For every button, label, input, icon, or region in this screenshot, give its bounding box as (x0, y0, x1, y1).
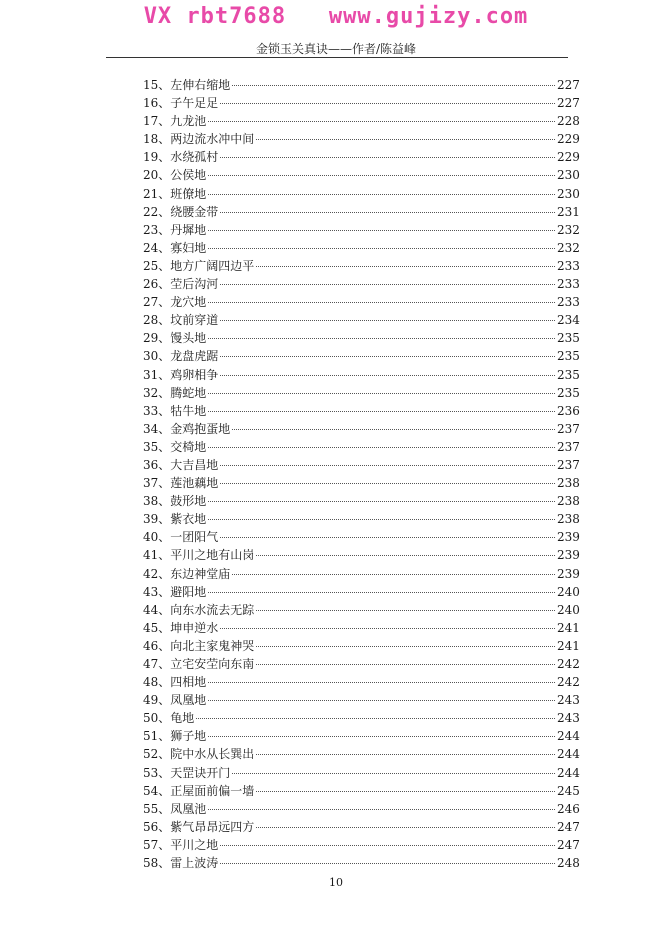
toc-entry-title: 公侯地 (170, 168, 207, 183)
toc-entry-title: 正屋面前偏一墙 (170, 783, 255, 798)
toc-entry-number: 29、 (143, 331, 171, 346)
toc-entry[interactable] (143, 94, 580, 112)
toc-entry-page: 241 (557, 620, 580, 635)
toc-entry-page: 233 (557, 258, 580, 273)
toc-entry-page: 239 (557, 566, 580, 581)
toc-entry-number: 37、 (143, 476, 171, 491)
toc-entry-page: 231 (557, 204, 580, 219)
toc-entry[interactable] (143, 402, 580, 420)
toc-dot-leader (220, 845, 555, 846)
toc-entry-title: 绕腰金带 (170, 204, 219, 219)
toc-entry-page: 237 (557, 421, 580, 436)
toc-entry-number: 15、 (143, 78, 171, 92)
toc-entry-page: 232 (557, 240, 580, 255)
toc-entry[interactable] (143, 166, 580, 184)
running-header: 金锁玉关真诀——作者/陈益峰 (255, 42, 417, 56)
toc-entry-title: 莲池藕地 (170, 476, 219, 491)
toc-dot-leader (256, 827, 555, 828)
toc-entry-title: 立宅安茔向东南 (170, 657, 255, 671)
toc-entry[interactable] (143, 745, 580, 763)
watermark-text: VX rbt7688 www.gujizy.com (143, 4, 529, 29)
toc-entry-page: 244 (557, 765, 580, 780)
toc-entry-page: 239 (557, 548, 580, 563)
toc-dot-leader (232, 429, 555, 430)
toc-dot-leader (220, 375, 555, 376)
toc-entry[interactable] (143, 239, 580, 257)
toc-entry-title: 避阳地 (170, 584, 207, 599)
toc-dot-leader (256, 791, 555, 792)
toc-entry-page: 247 (557, 819, 580, 834)
toc-entry-page: 247 (557, 837, 580, 852)
toc-entry-number: 32、 (143, 385, 171, 400)
toc-entry[interactable] (143, 601, 580, 619)
toc-dot-leader (220, 157, 555, 158)
toc-entry[interactable] (143, 456, 580, 474)
toc-entry-page: 248 (557, 856, 580, 871)
toc-entry-title: 紫衣地 (170, 512, 207, 527)
toc-entry[interactable] (143, 709, 580, 727)
toc-dot-leader (256, 610, 555, 611)
toc-entry[interactable] (143, 76, 580, 94)
toc-entry-title: 丹墀地 (170, 222, 207, 237)
toc-entry-number: 23、 (143, 222, 171, 237)
toc-entry[interactable] (143, 492, 580, 510)
toc-entry-title: 平川之地 (170, 837, 219, 852)
toc-entry-title: 坤申逆水 (170, 620, 219, 635)
page-number: 10 (329, 876, 343, 889)
toc-dot-leader (208, 809, 555, 810)
toc-entry-title: 坟前穿道 (170, 313, 219, 328)
toc-entry-title: 水绕孤村 (170, 150, 219, 165)
toc-entry-title: 寡妇地 (170, 240, 207, 255)
toc-dot-leader (208, 501, 555, 502)
toc-entry-title: 金鸡抱蛋地 (170, 421, 231, 436)
toc-dot-leader (256, 754, 555, 755)
toc-entry-title: 东边神堂庙 (170, 566, 231, 581)
toc-entry-page: 240 (557, 602, 580, 617)
toc-dot-leader (208, 248, 555, 249)
toc-entry-title: 四相地 (170, 675, 207, 690)
toc-dot-leader (220, 465, 555, 466)
toc-dot-leader (208, 393, 555, 394)
toc-entry-number: 57、 (143, 837, 171, 852)
toc-entry-page: 244 (557, 729, 580, 744)
toc-entry-title: 馒头地 (170, 331, 207, 346)
toc-dot-leader (256, 664, 555, 665)
toc-dot-leader (220, 284, 555, 285)
toc-dot-leader (208, 411, 555, 412)
toc-entry-number: 33、 (143, 403, 171, 418)
toc-entry-title: 龙盘虎踞 (170, 349, 219, 364)
toc-entry-number: 20、 (143, 168, 171, 183)
toc-dot-leader (220, 537, 555, 538)
toc-dot-leader (220, 483, 555, 484)
toc-dot-leader (196, 718, 555, 719)
toc-entry[interactable] (143, 565, 580, 583)
toc-entry-number: 31、 (143, 367, 171, 382)
toc-entry-page: 245 (557, 783, 580, 798)
toc-entry-number: 26、 (143, 277, 171, 292)
toc-entry-number: 21、 (143, 186, 171, 201)
toc-entry-number: 51、 (143, 729, 171, 744)
table-of-contents (143, 76, 580, 872)
toc-entry[interactable] (143, 185, 580, 203)
toc-entry[interactable] (143, 727, 580, 745)
toc-entry-number: 30、 (143, 349, 171, 364)
toc-dot-leader (256, 139, 555, 140)
toc-dot-leader (256, 646, 555, 647)
header-divider (106, 57, 568, 58)
toc-dot-leader (208, 592, 555, 593)
toc-dot-leader (232, 85, 555, 86)
toc-entry[interactable] (143, 438, 580, 456)
toc-entry-number: 55、 (143, 801, 171, 816)
toc-entry-page: 235 (557, 349, 580, 364)
toc-entry-page: 246 (557, 801, 580, 816)
toc-dot-leader (208, 736, 555, 737)
toc-entry[interactable] (143, 148, 580, 166)
toc-entry-title: 院中水从长巽出 (170, 747, 255, 762)
toc-entry-page: 233 (557, 295, 580, 310)
toc-entry-number: 34、 (143, 421, 171, 436)
toc-entry-title: 班僚地 (170, 186, 207, 201)
toc-entry-title: 交椅地 (170, 439, 207, 454)
toc-entry-number: 17、 (143, 114, 171, 129)
toc-entry-number: 18、 (143, 132, 171, 147)
toc-entry-title: 向北主家鬼神哭 (170, 638, 255, 653)
toc-entry-number: 22、 (143, 204, 171, 219)
toc-entry-number: 45、 (143, 620, 171, 635)
toc-dot-leader (208, 302, 555, 303)
toc-entry-title: 凤凰池 (170, 801, 207, 816)
toc-entry-number: 44、 (143, 602, 171, 617)
toc-entry-page: 238 (557, 494, 580, 509)
toc-entry[interactable] (143, 836, 580, 854)
toc-entry-title: 雷上波涛 (170, 856, 219, 871)
toc-dot-leader (208, 175, 555, 176)
toc-dot-leader (208, 338, 555, 339)
toc-entry-number: 41、 (143, 548, 171, 563)
toc-entry-title: 地方广阔四边平 (170, 258, 255, 273)
toc-entry-page: 233 (557, 277, 580, 292)
toc-entry[interactable] (143, 546, 580, 564)
toc-dot-leader (220, 212, 555, 213)
toc-entry-page: 242 (557, 675, 580, 690)
toc-entry-title: 左伸右缩地 (170, 78, 231, 92)
toc-entry-title: 牯牛地 (170, 403, 207, 418)
toc-entry-title: 大吉昌地 (170, 457, 219, 472)
toc-entry-number: 40、 (143, 530, 171, 545)
toc-entry-title: 九龙池 (170, 114, 207, 129)
toc-dot-leader (220, 356, 555, 357)
toc-entry[interactable] (143, 782, 580, 800)
toc-entry[interactable] (143, 293, 580, 311)
toc-entry-page: 227 (557, 96, 580, 111)
toc-entry-number: 25、 (143, 258, 171, 273)
toc-entry[interactable] (143, 673, 580, 691)
toc-dot-leader (208, 700, 555, 701)
toc-entry-number: 16、 (143, 96, 171, 111)
toc-entry[interactable] (143, 583, 580, 601)
toc-entry-page: 230 (557, 186, 580, 201)
toc-entry-number: 36、 (143, 457, 171, 472)
toc-dot-leader (208, 519, 555, 520)
toc-entry-title: 向东水流去无踪 (170, 602, 255, 617)
toc-entry-number: 38、 (143, 494, 171, 509)
toc-dot-leader (232, 574, 555, 575)
toc-entry-page: 243 (557, 711, 580, 726)
toc-entry-number: 39、 (143, 512, 171, 527)
toc-entry-number: 48、 (143, 675, 171, 690)
toc-entry-number: 54、 (143, 783, 171, 798)
toc-entry-title: 鸡卵相争 (170, 367, 219, 382)
toc-entry-number: 53、 (143, 765, 171, 780)
toc-entry-page: 237 (557, 457, 580, 472)
toc-entry-number: 28、 (143, 313, 171, 328)
toc-entry-page: 232 (557, 222, 580, 237)
toc-dot-leader (208, 682, 555, 683)
toc-dot-leader (256, 555, 555, 556)
toc-entry-title: 狮子地 (170, 729, 207, 744)
toc-dot-leader (208, 121, 555, 122)
toc-entry-title: 龟地 (170, 711, 195, 726)
toc-entry[interactable] (143, 112, 580, 130)
toc-entry-page: 227 (557, 78, 580, 92)
toc-dot-leader (220, 628, 555, 629)
toc-entry-page: 228 (557, 114, 580, 129)
toc-entry-page: 242 (557, 657, 580, 671)
toc-entry-page: 238 (557, 512, 580, 527)
toc-entry-page: 236 (557, 403, 580, 418)
toc-entry[interactable] (143, 818, 580, 836)
toc-entry-page: 234 (557, 313, 580, 328)
toc-entry-title: 紫气昂昂远四方 (170, 819, 255, 834)
toc-entry-page: 241 (557, 638, 580, 653)
toc-entry-page: 243 (557, 693, 580, 708)
toc-entry-page: 244 (557, 747, 580, 762)
toc-entry-page: 230 (557, 168, 580, 183)
toc-entry-number: 47、 (143, 657, 171, 671)
toc-entry-page: 235 (557, 331, 580, 346)
toc-entry-number: 43、 (143, 584, 171, 599)
toc-entry[interactable] (143, 347, 580, 365)
toc-dot-leader (256, 266, 555, 267)
toc-entry[interactable] (143, 311, 580, 329)
toc-entry-page: 235 (557, 385, 580, 400)
toc-entry-page: 238 (557, 476, 580, 491)
toc-entry-title: 龙穴地 (170, 295, 207, 310)
toc-entry[interactable] (143, 384, 580, 402)
toc-dot-leader (220, 103, 555, 104)
toc-entry-page: 240 (557, 584, 580, 599)
toc-entry[interactable] (143, 221, 580, 239)
toc-entry[interactable] (143, 130, 580, 148)
toc-entry-page: 229 (557, 150, 580, 165)
toc-entry-title: 茔后沟河 (170, 277, 219, 292)
toc-entry[interactable] (143, 203, 580, 221)
toc-entry-page: 239 (557, 530, 580, 545)
toc-entry-title: 平川之地有山岗 (170, 548, 255, 563)
toc-entry[interactable] (143, 854, 580, 872)
toc-entry[interactable] (143, 275, 580, 293)
toc-entry-title: 一团阳气 (170, 530, 219, 545)
toc-dot-leader (208, 194, 555, 195)
toc-entry-title: 两边流水冲中间 (170, 132, 255, 147)
toc-dot-leader (220, 320, 555, 321)
toc-entry-number: 58、 (143, 856, 171, 871)
toc-entry-number: 19、 (143, 150, 171, 165)
toc-entry[interactable] (143, 474, 580, 492)
toc-entry[interactable] (143, 510, 580, 528)
toc-entry[interactable] (143, 691, 580, 709)
toc-entry[interactable] (143, 800, 580, 818)
toc-entry-title: 凤凰地 (170, 693, 207, 708)
toc-entry-title: 天罡诀开门 (170, 765, 231, 780)
toc-entry[interactable] (143, 528, 580, 546)
toc-dot-leader (232, 773, 555, 774)
toc-entry[interactable] (143, 764, 580, 782)
toc-dot-leader (220, 863, 555, 864)
toc-entry-title: 腾蛇地 (170, 385, 207, 400)
toc-entry-number: 24、 (143, 240, 171, 255)
toc-entry-title: 子午足足 (170, 96, 219, 111)
toc-entry[interactable] (143, 619, 580, 637)
toc-entry-page: 237 (557, 439, 580, 454)
toc-entry-number: 27、 (143, 295, 171, 310)
toc-entry[interactable] (143, 329, 580, 347)
toc-entry-number: 52、 (143, 747, 171, 762)
toc-entry-number: 50、 (143, 711, 171, 726)
toc-entry-number: 35、 (143, 439, 171, 454)
toc-dot-leader (208, 230, 555, 231)
toc-entry-number: 49、 (143, 693, 171, 708)
toc-entry[interactable] (143, 655, 580, 673)
toc-entry-number: 42、 (143, 566, 171, 581)
toc-dot-leader (208, 447, 555, 448)
toc-entry[interactable] (143, 257, 580, 275)
toc-entry-title: 鼓形地 (170, 494, 207, 509)
toc-entry[interactable] (143, 420, 580, 438)
toc-entry[interactable] (143, 637, 580, 655)
toc-entry-page: 235 (557, 367, 580, 382)
toc-entry-number: 46、 (143, 638, 171, 653)
toc-entry-page: 229 (557, 132, 580, 147)
toc-entry-number: 56、 (143, 819, 171, 834)
toc-entry[interactable] (143, 366, 580, 384)
